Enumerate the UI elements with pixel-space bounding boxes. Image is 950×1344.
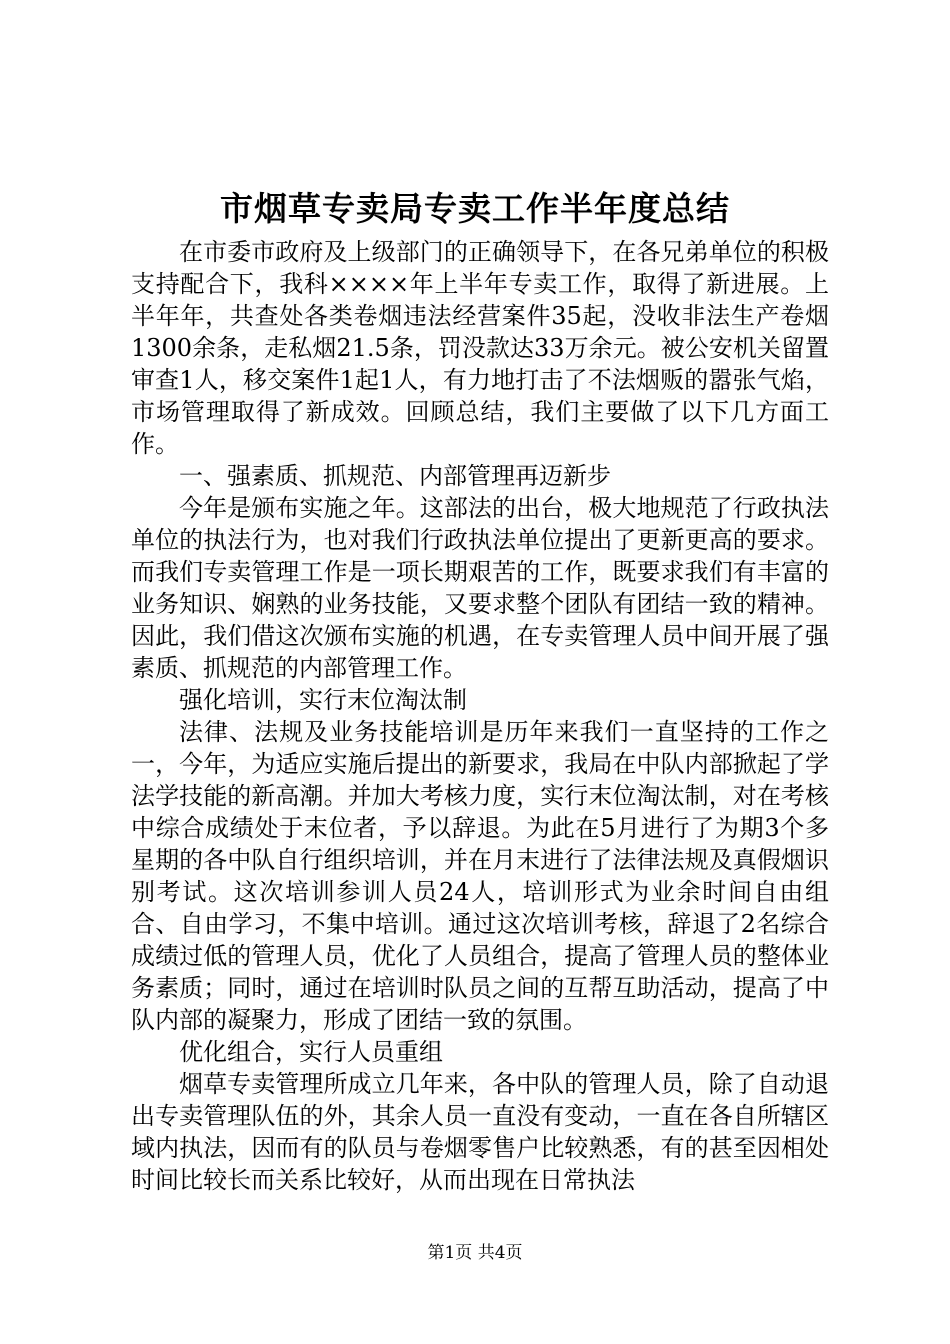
- body-paragraph: 今年是颁布实施之年。这部法的出台，极大地规范了行政执法单位的执法行为，也对我们行政执法单位提出了更新更高的要求。而我们专卖管理工作是一项长期艰苦的工作，既要求我们有丰富的业务知识、娴熟的业务技能，又要求整个团队有团结一致的精神。因此，我们借这次颁布实施的机遇，在专卖管理人员中间开展了强素质、抓规范的内部管理工作。: [131, 494, 829, 682]
- body-paragraph: 烟草专卖管理所成立几年来，各中队的管理人员，除了自动退出专卖管理队伍的外，其余人员一直没有变动，一直在各自所辖区域内执法，因而有的队员与卷烟零售户比较熟悉，有的甚至因相处时间比较长而关系比较好，从而出现在日常执法: [131, 1070, 829, 1194]
- document-body: [131, 236, 829, 1196]
- section-heading: 一、强素质、抓规范、内部管理再迈新步: [179, 462, 611, 490]
- subsection-heading: 强化培训，实行末位淘汰制: [179, 686, 467, 714]
- subsection-heading: 优化组合，实行人员重组: [179, 1038, 443, 1066]
- intro-paragraph: 在市委市政府及上级部门的正确领导下，在各兄弟单位的积极支持配合下，我科××××年上半年专卖工作，取得了新进展。上半年年，共查处各类卷烟违法经营案件35起，没收非法生产卷烟1300余条，走私烟21.5条，罚没款达33万余元。被公安机关留置审查1人，移交案件1起1人，有力地打击了不法烟贩的嚣张气焰，市场管理取得了新成效。回顾总结，我们主要做了以下几方面工作。: [131, 238, 829, 458]
- body-paragraph: 法律、法规及业务技能培训是历年来我们一直坚持的工作之一，今年，为适应实施后提出的新要求，我局在中队内部掀起了学法学技能的新高潮。并加大考核力度，实行末位淘汰制，对在考核中综合成绩处于末位者，予以辞退。为此在5月进行了为期3个多星期的各中队自行组织培训，并在月末进行了法律法规及真假烟识别考试。这次培训参训人员24人，培训形式为业余时间自由组合、自由学习，不集中培训。通过这次培训考核，辞退了2名综合成绩过低的管理人员，优化了人员组合，提高了管理人员的整体业务素质；同时，通过在培训时队员之间的互帮互助活动，提高了中队内部的凝聚力，形成了团结一致的氛围。: [131, 718, 829, 1034]
- page-number-footer: 第1页 共4页: [427, 1243, 523, 1263]
- document-title: 市烟草专卖局专卖工作半年度总结: [220, 189, 730, 228]
